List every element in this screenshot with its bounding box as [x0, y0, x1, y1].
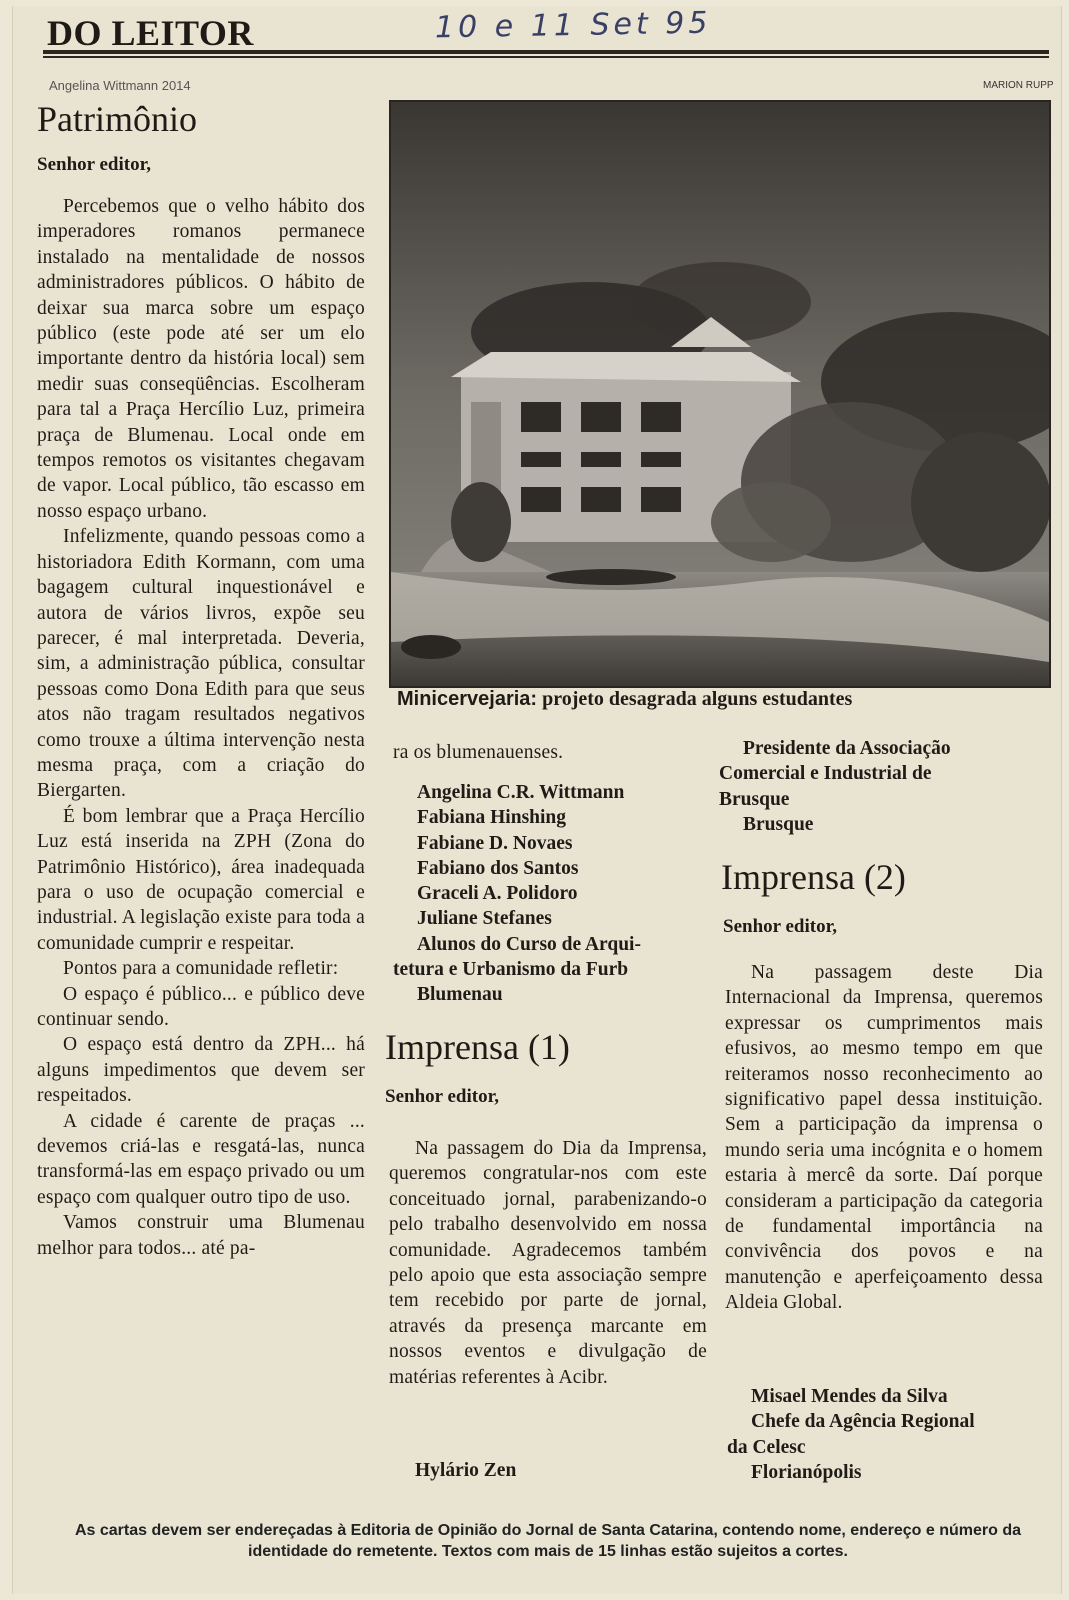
- signature-line: Alunos do Curso de Arqui-: [417, 933, 641, 955]
- signature-line: Fabiane D. Novaes: [417, 832, 573, 854]
- signature-line: Fabiano dos Santos: [417, 857, 579, 879]
- section-title: DO LEITOR: [47, 13, 254, 53]
- letter1-signatures: [393, 780, 641, 1008]
- signature-line: Florianópolis: [751, 1461, 862, 1483]
- letter1-paragraph: Vamos construir uma Blumenau melhor para todos... até pa-: [37, 1212, 365, 1259]
- signature-line: Blumenau: [417, 984, 503, 1006]
- signature-line: Brusque: [743, 813, 814, 835]
- letter1-greeting: Senhor editor,: [37, 154, 152, 175]
- letter1-paragraph: O espaço é público... e público deve continuar sendo.: [37, 983, 365, 1030]
- letter1-paragraph: Infelizmente, quando pessoas como a historiadora Edith Kormann, com uma bagagem cultural inquestionável e autora de vários livros, expõe seu parecer, é mal interpretada. Deveria, sim, a administração pública, consultar pessoas como Dona Edith para que seus atos não tragam resultados negativos como trouxe a última intervenção nesta mesma praça, com a criação do Biergarten.: [37, 526, 365, 802]
- signature-line: Misael Mendes da Silva: [751, 1386, 948, 1407]
- headline-imprensa-2: Imprensa (2): [721, 857, 906, 897]
- letter3-greeting: Senhor editor,: [723, 916, 838, 937]
- building-model-photo: [389, 100, 1051, 688]
- photo-caption: [397, 688, 852, 711]
- letter2-greeting: Senhor editor,: [385, 1086, 500, 1107]
- letter1-paragraph: Pontos para a comunidade refletir:: [63, 958, 339, 980]
- letter2-signer-role: [719, 736, 951, 837]
- letter1-continuation-text: ra os blumenauenses.: [393, 742, 564, 763]
- letter1-paragraph: A cidade é carente de praças ... devemos criá-las e resgatá-las, nunca transformá-las em espaço privado ou um espaço com qualquer outro tipo de uso.: [37, 1110, 365, 1208]
- letter2-paragraph: Na passagem do Dia da Imprensa, queremos congratular-nos com este conceituado jornal, parabenizando-o pelo trabalho desenvolvido em nossa comunidade. Agradecemos também pelo apoio que esta associação sempre tem recebido por parte de jornal, através da presença marcante em nossos eventos e divulgação de matérias referentes à Acibr.: [389, 1138, 707, 1388]
- letter1-paragraph: É bom lembrar que a Praça Hercílio Luz está inserida na ZPH (Zona do Patrimônio Histórico), área inadequada para o uso de ocupação comercial e industrial. A legislação existe para toda a comunidade cumprir e respeitar.: [37, 805, 365, 954]
- signature-line: Fabiana Hinshing: [417, 807, 567, 829]
- headline-imprensa-1: Imprensa (1): [385, 1027, 570, 1067]
- handwritten-date: 10 e 11 Set 95: [434, 5, 712, 46]
- caption-label: Minicervejaria:: [397, 688, 538, 710]
- signer-name: Hylário Zen: [415, 1460, 517, 1481]
- letter3-paragraph: Na passagem deste Dia Internacional da Imprensa, queremos expressar os cumprimentos mais efusivos, ao mesmo tempo em que reiteramos nosso reconhecimento ao significativo papel dessa instituição. Sem a participação da imprensa o mundo seria uma incógnita e o homem estaria à mercê da sorte. Daí porque consideram a participação da categoria de fundamental importância na convivência dos povos e na manutenção e aperfeiçoamento dessa Aldeia Global.: [725, 962, 1043, 1314]
- signature-line: da Celesc: [727, 1436, 806, 1458]
- letter1-paragraph: O espaço está dentro da ZPH... há alguns impedimentos que devem ser respeitados.: [37, 1034, 365, 1107]
- letter3-body: [725, 960, 1043, 1316]
- letter2-signer: [391, 1458, 516, 1483]
- headline-patrimonio: Patrimônio: [37, 99, 197, 139]
- letter1-continuation: [393, 740, 723, 765]
- signature-line: Presidente da Associação: [743, 738, 951, 759]
- submission-guidelines: As cartas devem ser endereçadas à Editoria de Opinião do Jornal de Santa Catarina, contendo nome, endereço e número da identidade do remetente. Textos com mais de 15 linhas estão sujeitos a cortes.: [74, 1522, 1022, 1560]
- newspaper-clipping: [12, 6, 1062, 1594]
- signature-line: Juliane Stefanes: [417, 908, 552, 930]
- letter1-paragraph: Percebemos que o velho hábito dos imperadores romanos permanece instalado na mentalidade de nossos administradores públicos. O hábito de deixar sua marca sobre um espaço público (este pode até ser um elo importante dentro da história local) sem medir suas conseqüências. Escolheram para tal a Praça Hercílio Luz, primeira praça de Blumenau. Local onde em tempos remotos os visitantes chegavam de vapor. Local público, tão escasso em nosso espaço urbano.: [37, 196, 365, 522]
- letter3-signatures: [727, 1384, 975, 1485]
- signature-line: Comercial e Industrial de: [719, 763, 932, 785]
- photo-credit: MARION RUPP: [983, 80, 1054, 91]
- signature-line: tetura e Urbanismo da Furb: [393, 959, 629, 981]
- masthead-rule: [43, 56, 1049, 58]
- author-credit: Angelina Wittmann 2014: [49, 78, 191, 93]
- letter2-body: [389, 1136, 707, 1390]
- masthead: [43, 5, 1049, 54]
- signature-line: Chefe da Agência Regional: [751, 1411, 975, 1433]
- caption-text: projeto desagrada alguns estudantes: [537, 688, 853, 710]
- photo-image: [391, 102, 1049, 686]
- letter1-body: [37, 194, 365, 1261]
- signature-line: Graceli A. Polidoro: [417, 883, 578, 905]
- signature-line: Brusque: [719, 788, 790, 810]
- signature-line: Angelina C.R. Wittmann: [417, 782, 625, 803]
